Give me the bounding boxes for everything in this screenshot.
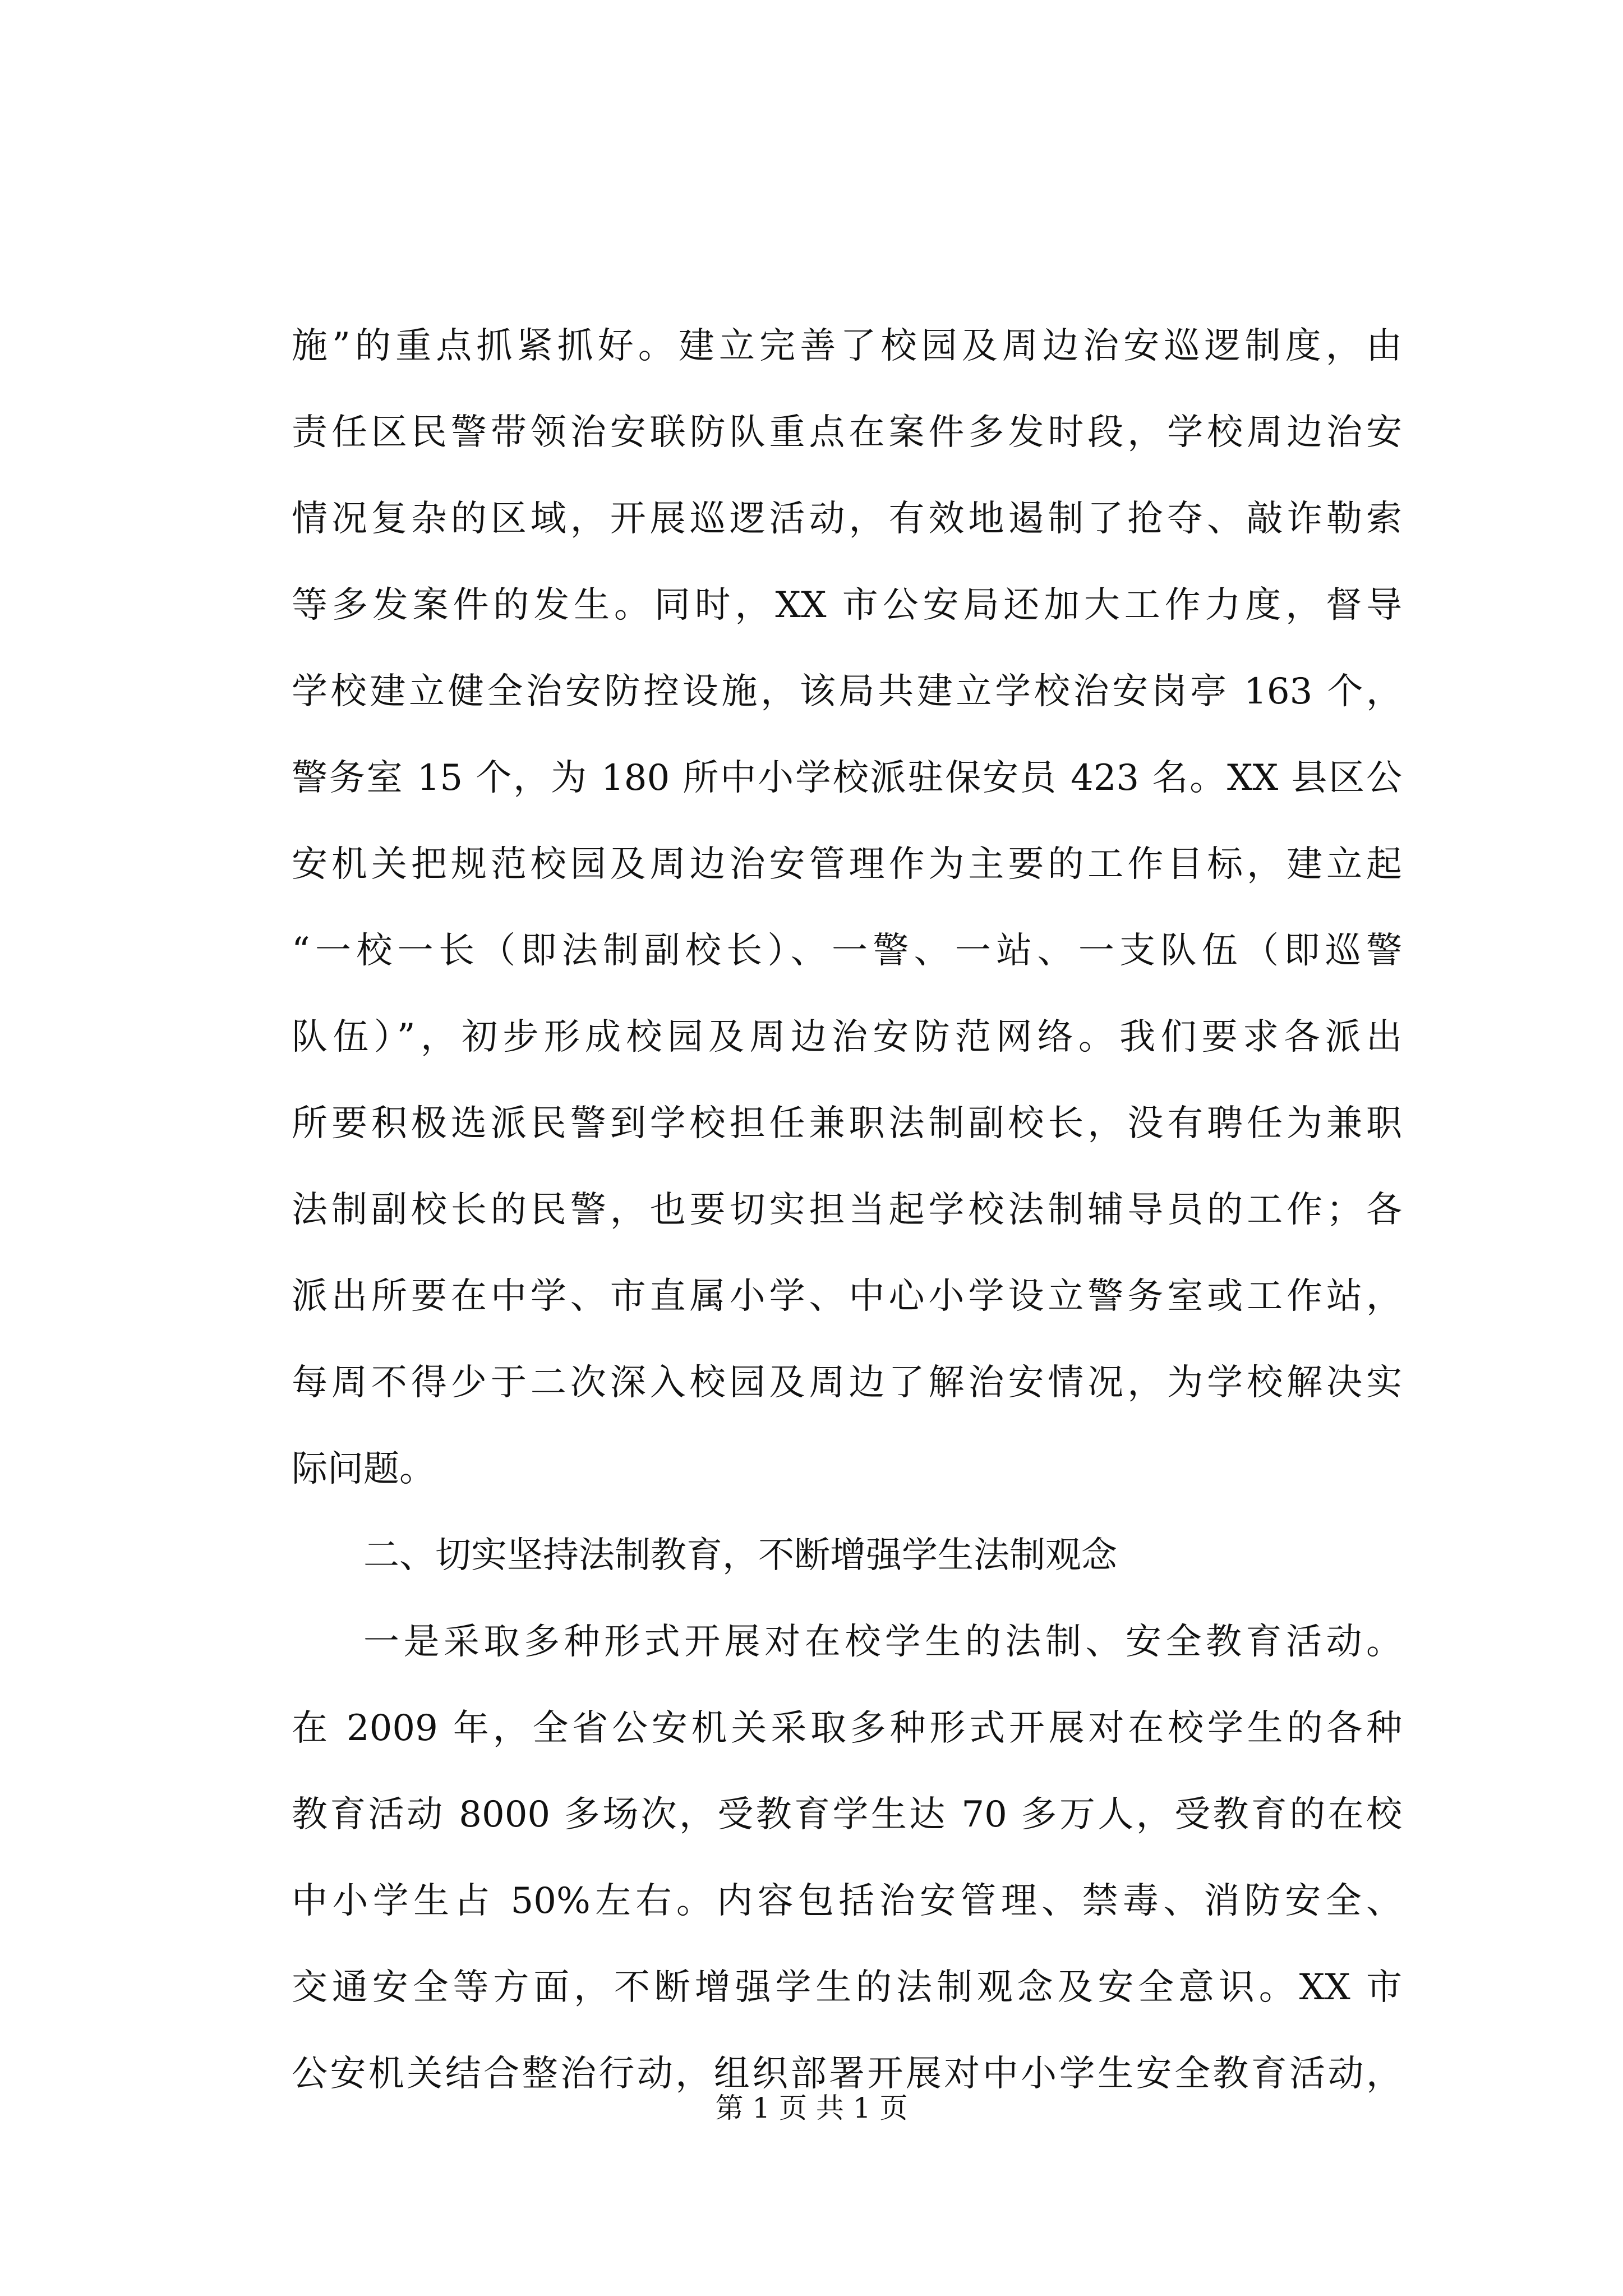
text-line: “一校一长（即法制副校长）、一警、一站、一支队伍（即巡警 — [292, 930, 1402, 972]
text-line: 队伍）”，初步形成校园及周边治安防范网络。我们要求各派出 — [292, 1016, 1402, 1058]
document-body — [292, 303, 1402, 2117]
text-line: 安机关把规范校园及周边治安管理作为主要的工作目标，建立起 — [292, 844, 1402, 885]
text-line: 等多发案件的发生。同时，XX 市公安局还加大工作力度，督导 — [292, 585, 1402, 626]
text-line: 公安机关结合整治行动，组织部署开展对中小学生安全教育活动， — [292, 2053, 1402, 2095]
text-line: 责任区民警带领治安联防队重点在案件多发时段，学校周边治安 — [292, 412, 1402, 453]
text-line: 施”的重点抓紧抓好。建立完善了校园及周边治安巡逻制度，由 — [292, 325, 1402, 367]
text-line: 交通安全等方面，不断增强学生的法制观念及安全意识。XX 市 — [292, 1967, 1402, 2008]
section-heading: 二、切实坚持法制教育，不断增强学生法制观念 — [363, 1535, 1117, 1576]
paragraph-first-line: 一是采取多种形式开展对在校学生的法制、安全教育活动。 — [363, 1621, 1402, 1663]
text-line: 学校建立健全治安防控设施，该局共建立学校治安岗亭 163 个， — [292, 671, 1402, 712]
text-line: 法制副校长的民警，也要切实担当起学校法制辅导员的工作；各 — [292, 1189, 1402, 1231]
text-line: 际问题。 — [292, 1448, 435, 1490]
text-line: 在 2009 年，全省公安机关采取多种形式开展对在校学生的各种 — [292, 1708, 1402, 1749]
text-line: 情况复杂的区域，开展巡逻活动，有效地遏制了抢夺、敲诈勒索 — [292, 498, 1402, 540]
text-line: 派出所要在中学、市直属小学、中心小学设立警务室或工作站， — [292, 1276, 1402, 1317]
text-line: 警务室 15 个，为 180 所中小学校派驻保安员 423 名。XX 县区公 — [292, 757, 1402, 799]
text-line: 所要积极选派民警到学校担任兼职法制副校长，没有聘任为兼职 — [292, 1103, 1402, 1144]
text-line: 教育活动 8000 多场次，受教育学生达 70 多万人，受教育的在校 — [292, 1794, 1402, 1835]
page-footer: 第 1 页 共 1 页 — [715, 2092, 908, 2124]
text-line: 每周不得少于二次深入校园及周边了解治安情况，为学校解决实 — [292, 1362, 1402, 1404]
text-line: 中小学生占 50%左右。内容包括治安管理、禁毒、消防安全、 — [292, 1880, 1402, 1922]
